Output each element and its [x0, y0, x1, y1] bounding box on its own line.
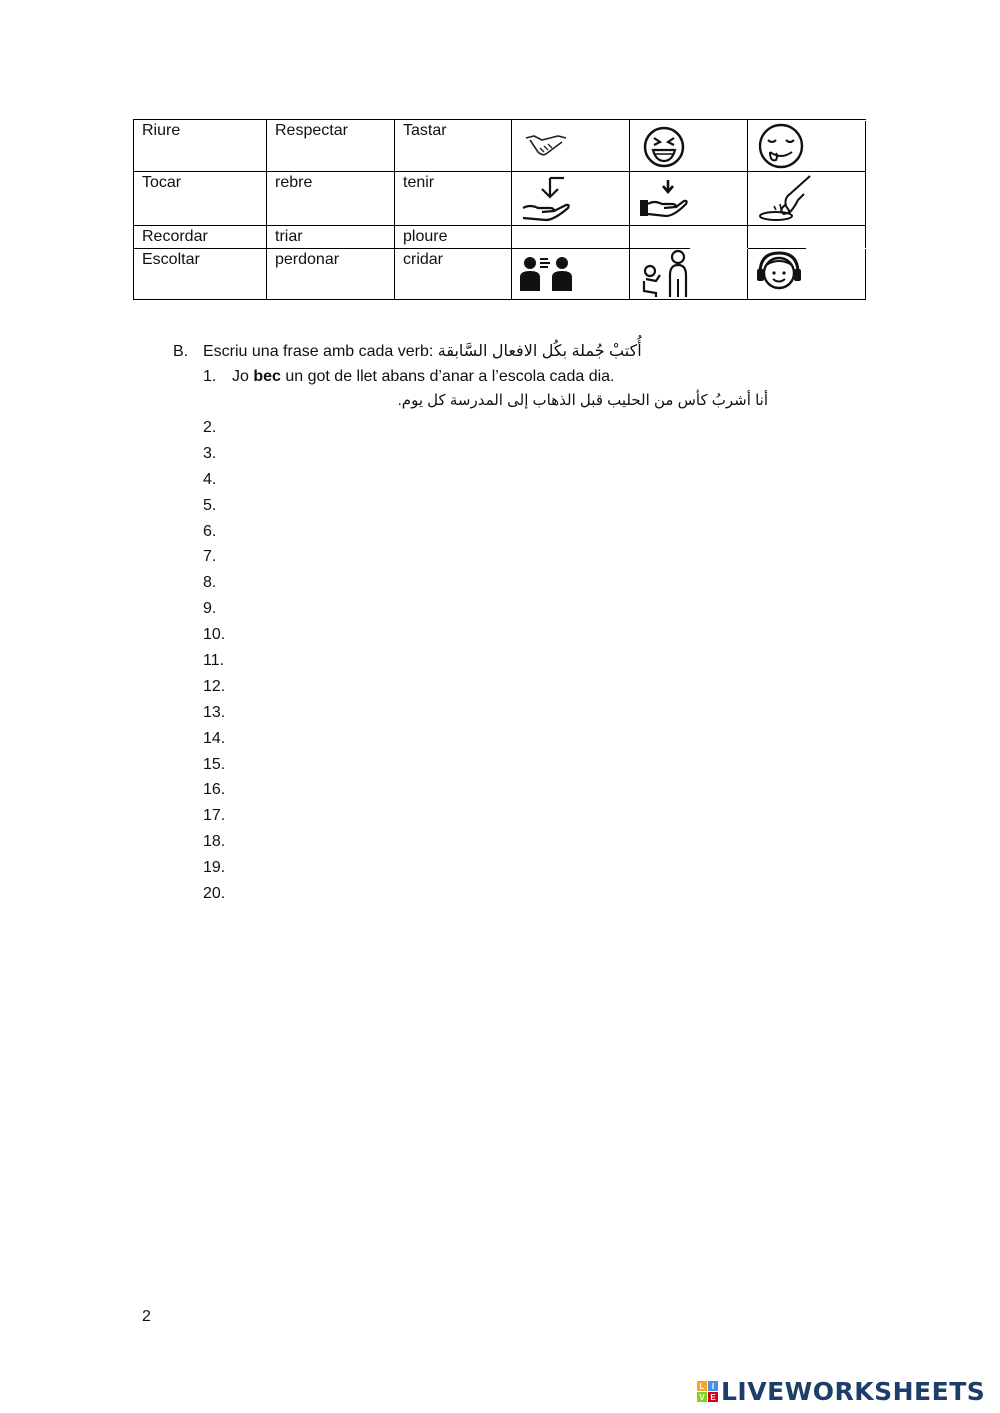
table-row [134, 172, 866, 226]
verb-cell: rebre [267, 172, 395, 226]
table-row [134, 249, 866, 300]
kneeling-apology-icon [638, 249, 692, 299]
sentence-list [203, 417, 225, 909]
laughing-face-icon [642, 125, 686, 169]
picture-cell[interactable] [748, 172, 866, 226]
sentence-line[interactable]: 14. [203, 729, 226, 747]
table-row [134, 226, 866, 249]
verb-cell: Recordar [134, 226, 267, 249]
section-b-heading [173, 341, 642, 361]
verb-cell: triar [267, 226, 395, 249]
sentence-line[interactable]: 20. [203, 885, 226, 903]
example-text-before: Jo [232, 368, 254, 385]
handshake-icon [524, 128, 568, 162]
verb-cell: perdonar [267, 249, 395, 300]
tasting-face-icon [756, 122, 806, 170]
example-translation: أنا أشربُ كأس من الحليب قبل الذهاب إلى المدرسة كل يوم. [397, 392, 768, 409]
instruction-text: Escriu una frase amb cada verb: [203, 343, 434, 360]
picture-cell[interactable] [748, 226, 866, 249]
picture-cell[interactable] [512, 249, 630, 300]
sentence-line[interactable]: 9. [203, 600, 217, 618]
verb-cell: ploure [395, 226, 512, 249]
verb-cell: tenir [395, 172, 512, 226]
verb-cell: cridar [395, 249, 512, 300]
verb-cell: Riure [134, 120, 267, 172]
touch-finger-icon [754, 174, 812, 224]
sentence-line[interactable]: 2. [203, 419, 217, 436]
sentence-line[interactable]: 10. [203, 626, 226, 644]
sentence-line[interactable]: 4. [203, 470, 217, 488]
sentence-line[interactable]: 17. [203, 807, 226, 825]
sentence-line[interactable]: 12. [203, 677, 226, 695]
picture-cell[interactable] [512, 172, 630, 226]
picture-cell[interactable] [630, 120, 748, 172]
picture-cell[interactable] [748, 120, 866, 172]
example-text-after: un got de llet abans d’anar a l’escola cada dia. [280, 368, 615, 385]
people-shouting-icon [518, 255, 574, 293]
logo-tile: I [708, 1381, 718, 1391]
logo-tile: E [708, 1392, 718, 1402]
section-letter: B. [173, 343, 189, 360]
picture-cell[interactable] [512, 120, 630, 172]
sentence-line[interactable]: 16. [203, 781, 226, 799]
example-sentence [203, 368, 614, 386]
sentence-line[interactable]: 18. [203, 833, 226, 851]
sentence-line[interactable]: 11. [203, 652, 225, 670]
verb-cell: Tastar [395, 120, 512, 172]
verb-table [133, 119, 866, 300]
picture-cell[interactable] [630, 249, 748, 300]
sentence-line[interactable]: 13. [203, 703, 226, 721]
sentence-line[interactable]: 6. [203, 522, 217, 540]
logo-tile: V [697, 1392, 707, 1402]
brand-name: LIVEWORKSHEETS [721, 1377, 986, 1406]
sentence-line[interactable]: 3. [203, 444, 217, 462]
example-verb: bec [253, 368, 281, 385]
sentence-line[interactable]: 7. [203, 548, 217, 566]
picture-cell[interactable] [630, 226, 748, 249]
instruction-arabic: أُكتبْ جُملة بكُل الافعال السَّابقة [437, 343, 642, 360]
sentence-line[interactable]: 19. [203, 859, 226, 877]
brand-logo [697, 1381, 718, 1402]
table-row [134, 120, 866, 172]
example-number: 1. [203, 368, 217, 385]
picture-cell[interactable] [630, 172, 748, 226]
picture-cell[interactable] [512, 226, 630, 249]
headphones-girl-icon [754, 249, 804, 297]
page-number: 2 [142, 1308, 151, 1325]
sentence-line[interactable]: 8. [203, 574, 217, 592]
verb-cell: Tocar [134, 172, 267, 226]
give-hand-icon [638, 178, 692, 220]
brand-watermark [697, 1377, 985, 1406]
sentence-line[interactable]: 5. [203, 496, 217, 514]
receive-hand-icon [520, 174, 574, 224]
verb-cell: Escoltar [134, 249, 267, 300]
picture-cell[interactable] [748, 249, 866, 300]
logo-tile: L [697, 1381, 707, 1391]
verb-cell: Respectar [267, 120, 395, 172]
sentence-line[interactable]: 15. [203, 755, 226, 773]
